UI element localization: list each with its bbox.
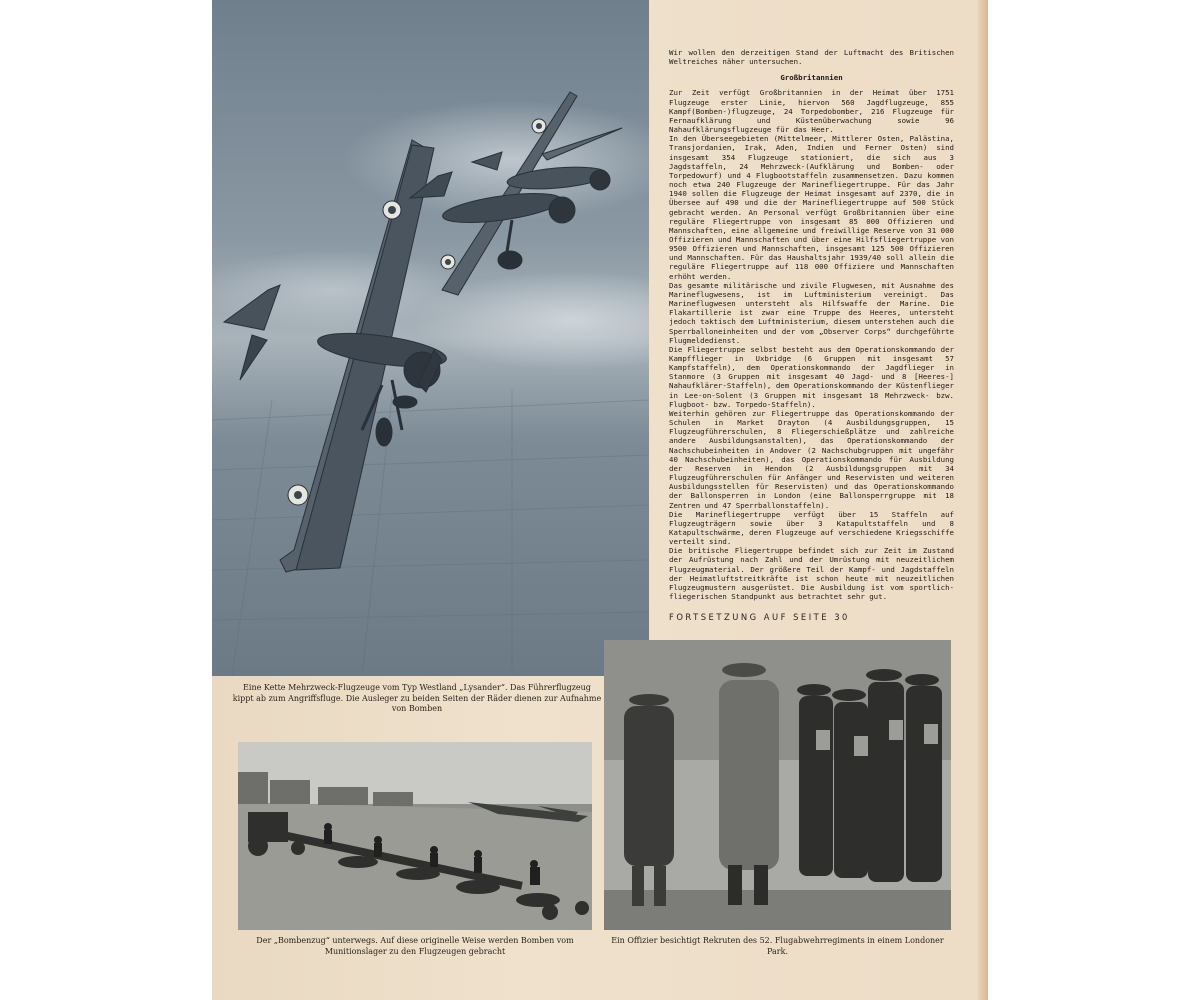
article-paragraph: Die Fliegertruppe selbst besteht aus dem Operationskommando der Kampfflieger in Uxbridge (6 Gruppen mit insgesamt 57 Kampfstaffeln), dem Operationskommando der Jagdflieger in Stanmore (3 Gruppen mit insgesamt 40 Jagd- und 8 [Heeres-] Nahaufklärer-Staffeln), dem Operationskommando der Küstenflieger in Lee-on-Solent (3 Gruppen mit insgesamt 18 Mehrzweck- bzw. Flugboot- bzw. Torpedo-Staffeln). bbox=[669, 344, 954, 409]
bomb-train-image bbox=[238, 742, 592, 930]
article-paragraph: Zur Zeit verfügt Großbritannien in der Heimat über 1751 Flugzeuge erster Linie, hiervon 560 Jagdflugzeuge, 855 Kampf(Bomben-)flugzeuge, 24 Torpedobomber, 216 Flugzeuge für Fernaufklärung und Küstenüberwachung sowie 96 Nahaufklärungsflugzeuge für das Heer. bbox=[669, 88, 954, 135]
caption-bomb-train: Der „Bombenzug“ unterwegs. Auf diese originelle Weise werden Bomben vom Munitionslager zu den Flugzeugen gebracht bbox=[256, 936, 574, 956]
article-paragraph: Weiterhin gehören zur Fliegertruppe das Operationskommando der Schulen in Market Drayton (4 Ausbildungsgruppen, 15 Flugzeugführerschulen, 8 Fliegerschießplätze und zahlreiche andere Ausbildungsanstalten), das Operationskommando der Nachschubeinheiten in Andover (2 Nachschubgruppen mit ungefähr 40 Nachschubeinheiten), das Operationskommando für Ausbildung der Reserven in Hendon (2 Ausbildungsgruppen mit 34 Flugzeugführerschulen für Anfänger und Reservisten und weiteren Ausbildungsstellen für Reservisten) und das Operationskommando der Ballonsperren in London (eine Ballonsperrgruppe mit 18 Zentren und 47 Sperrballonstaffeln). bbox=[669, 408, 954, 510]
article-paragraph: Das gesamte militärische und zivile Flugwesen, mit Ausnahme des Marineflugwesens, ist im Luftministerium vereinigt. Das Marineflugwesen untersteht als Hilfswaffe der Marine. Die Flakartillerie ist zwar eine Truppe des Heeres, untersteht jedoch taktisch dem Luftministerium, diesem unterstehen auch die Sperrballoneinheiten und der vom „Observer Corps“ durchgeführte Flugmeldedienst. bbox=[669, 280, 954, 345]
magazine-page bbox=[212, 0, 988, 1000]
caption-officer-recruits: Ein Offizier besichtigt Rekruten des 52. Flugabwehrregiments in einem Londoner Park. bbox=[611, 936, 944, 956]
article-paragraph: Die britische Fliegertruppe befindet sich zur Zeit im Zustand der Aufrüstung nach Zahl und der Umrüstung mit neuzeitlichem Flugzeugmaterial. Der größere Teil der Kampf- und Jagdstaffeln der Heimatluftstreitkräfte ist schon heute mit neuzeitlichen Flugzeugmustern ausgerüstet. Die Ausbildung ist vom sportlich-fliegerischen Standpunkt aus betrachtet sehr gut. bbox=[669, 546, 954, 602]
photo-lysander-formation bbox=[212, 0, 649, 676]
photo-bomb-train bbox=[238, 742, 592, 930]
article-paragraph: Die Marinefliegertruppe verfügt über 15 Staffeln auf Flugzeugträgern sowie über 3 Katapultstaffeln und 8 Katapultschwärme, deren Flugzeuge auf verschiedene Kriegsschiffe verteilt sind. bbox=[669, 509, 954, 547]
article-heading: Großbritannien bbox=[780, 73, 843, 83]
continuation-note: FORTSETZUNG AUF SEITE 30 bbox=[669, 612, 850, 622]
article-paragraph: In den Überseegebieten (Mittelmeer, Mittlerer Osten, Palästina, Transjordanien, Irak, Aden, Indien und Ferner Osten) sind insgesamt 354 Flugzeuge stationiert, die sich aus 3 Jagdstaffeln, 24 Mehrzweck-(Aufklärung und Bomben- oder Torpedowurf) und 4 Flugbootstaffeln zusammensetzen. Dazu kommen noch etwa 240 Flugzeuge der Marinefliegertruppe. Für das Jahr 1940 sollen die Flugzeuge der Heimat insgesamt auf 2370, die in Übersee auf 490 und die der Marinefliegertruppe auf 500 Stück gebracht werden. An Personal verfügt Großbritannien über eine reguläre Fliegertruppe von insgesamt 85 000 Offizieren und Mannschaften, eine allgemeine und freiwillige Reserve von 31 000 Offizieren und Mannschaften und über eine Hilfsfliegertruppe von 9500 Offizieren und Mannschaften, insgesamt 125 500 Offizieren und Mannschaften. Für das Haushaltsjahr 1939/40 soll allein die reguläre Fliegertruppe auf 118 000 Offiziere und Mannschaften erhöht werden. bbox=[669, 134, 954, 281]
article-column bbox=[669, 48, 954, 601]
officer-recruits-image bbox=[604, 640, 951, 930]
photo-officer-recruits bbox=[604, 640, 951, 930]
lysander-aircraft-image bbox=[212, 0, 649, 676]
article-intro: Wir wollen den derzeitigen Stand der Luftmacht des Britischen Weltreiches näher untersuchen. bbox=[669, 48, 954, 67]
caption-lysander: Eine Kette Mehrzweck-Flugzeuge vom Typ Westland „Lysander“. Das Führerflugzeug kippt ab zum Angriffsfluge. Die Ausleger zu beiden Seiten der Räder dienen zur Aufnahme von Bomben bbox=[232, 683, 602, 713]
page-edge bbox=[978, 0, 988, 1000]
